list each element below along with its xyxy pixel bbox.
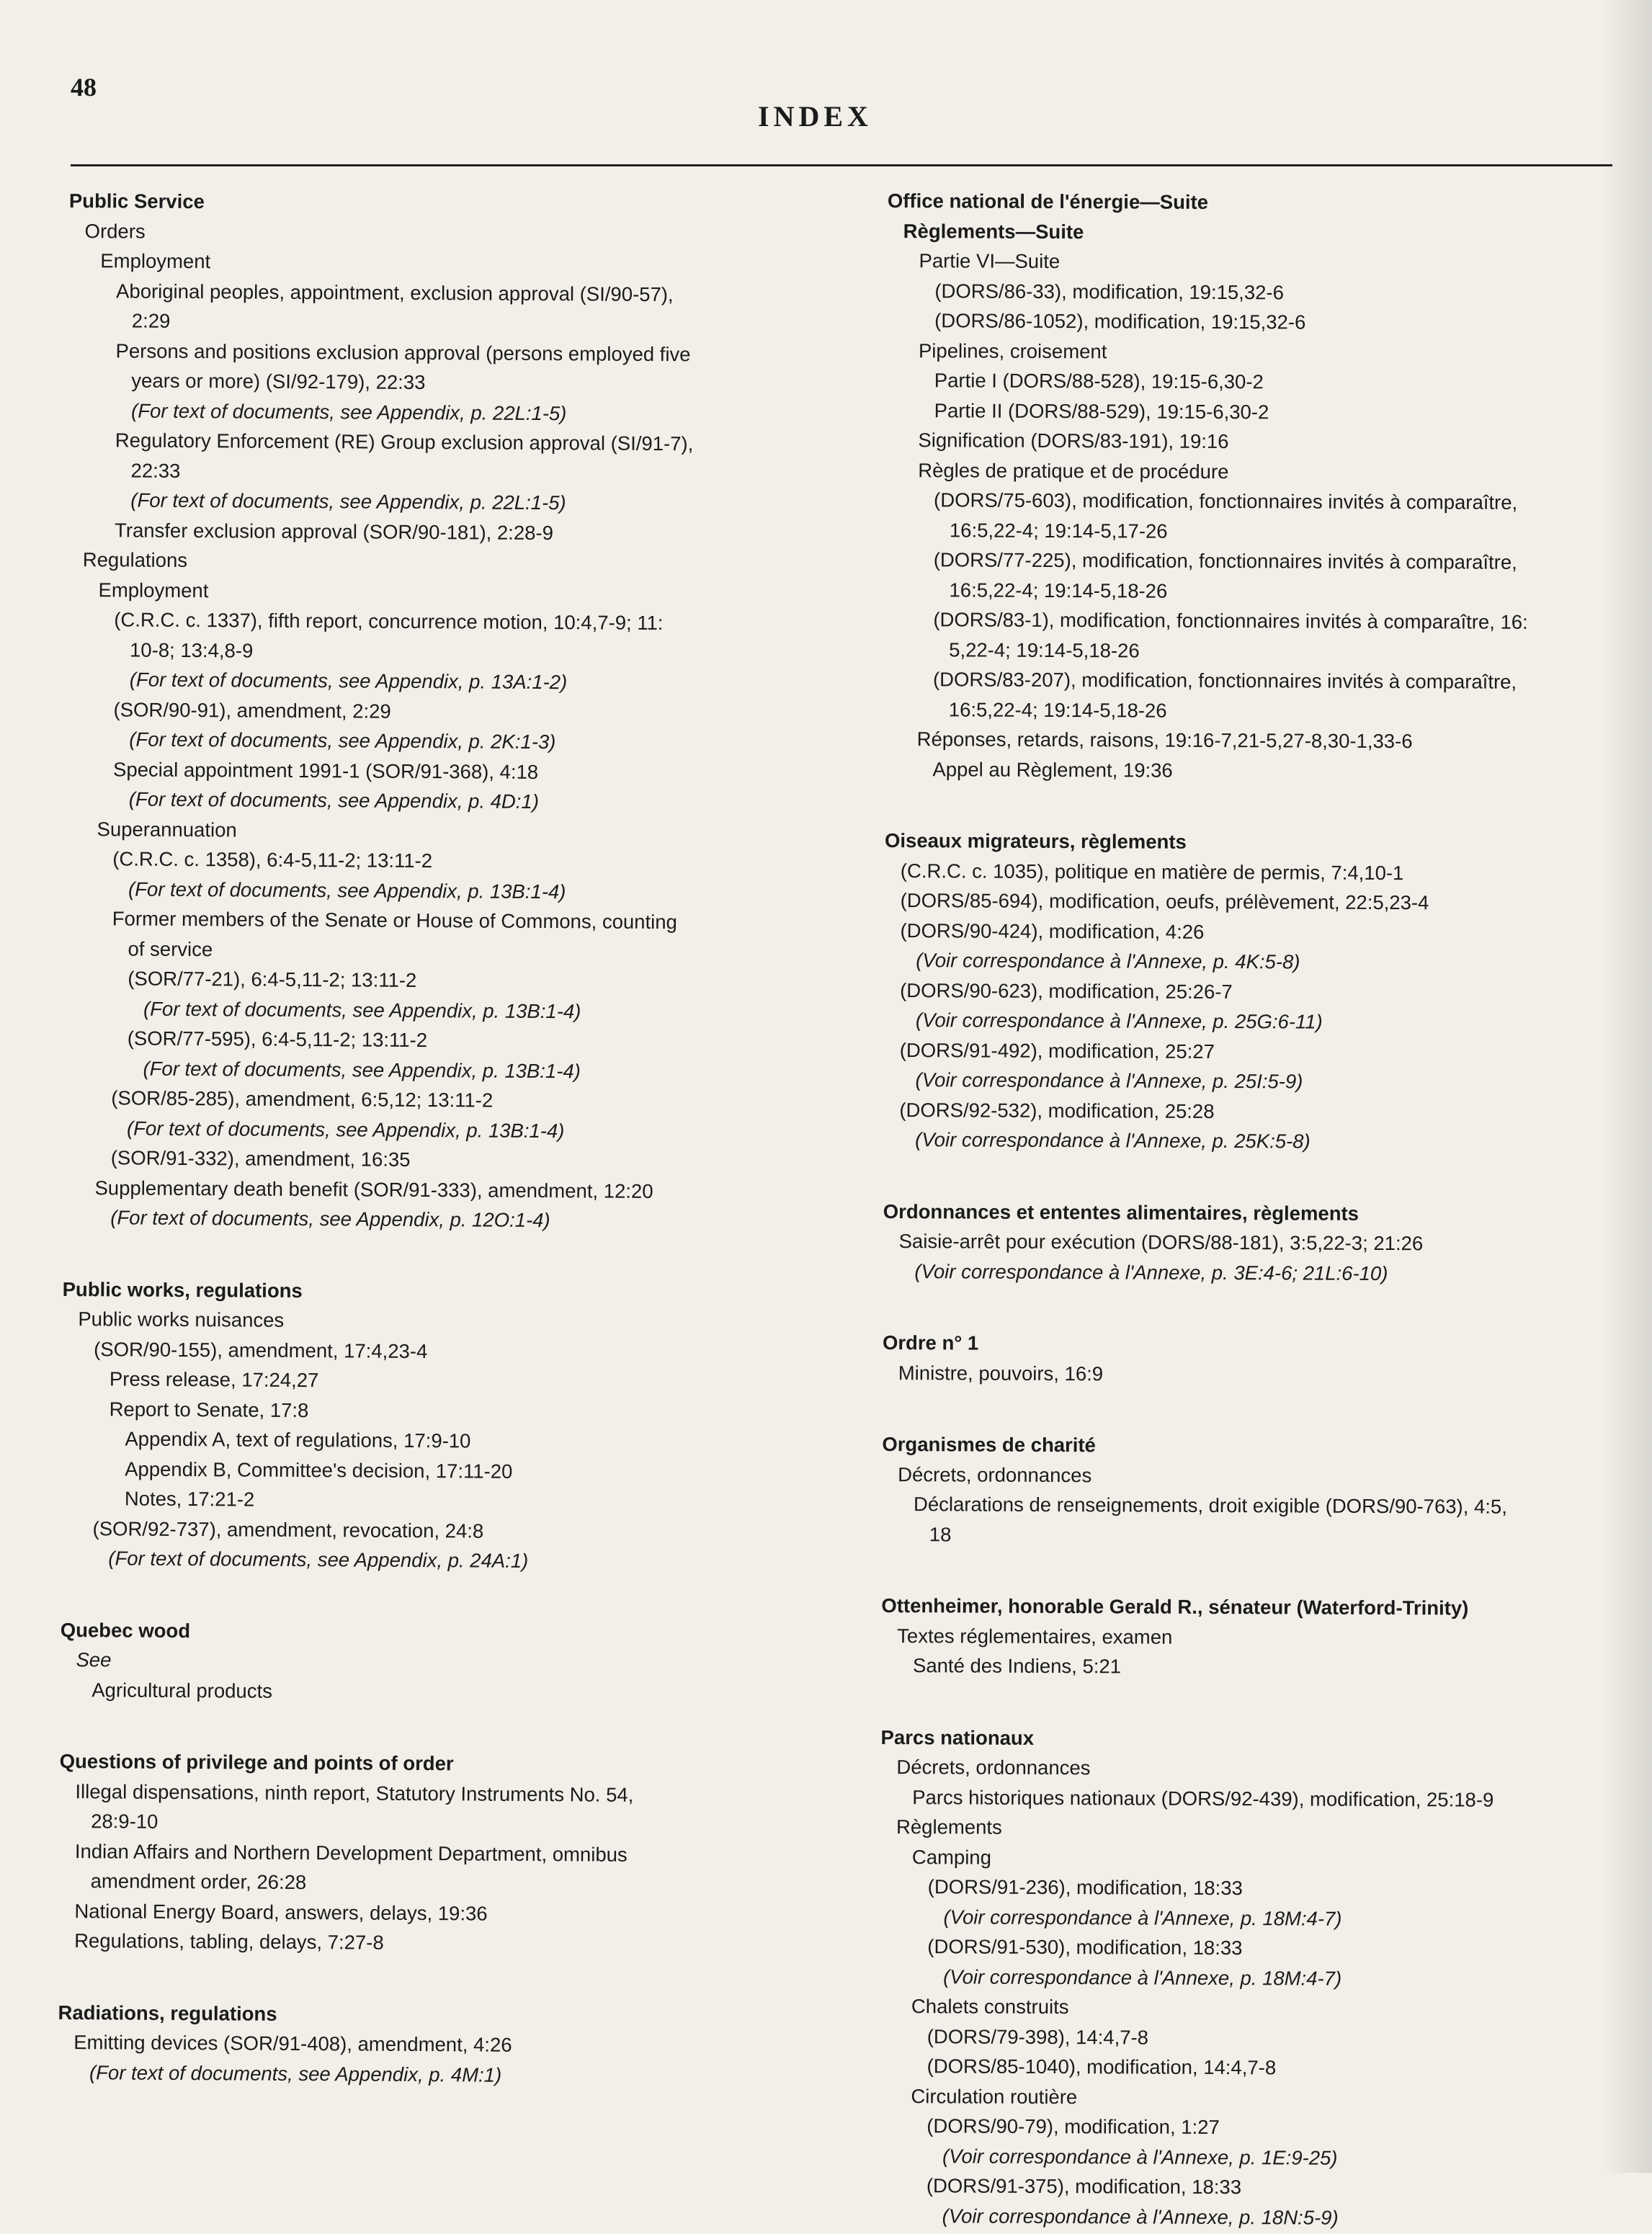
index-entry: years or more) (SI/92-179), 22:33 xyxy=(131,369,426,394)
index-heading: Quebec wood xyxy=(60,1618,191,1642)
index-entry: Regulations xyxy=(82,548,188,572)
index-entry: (DORS/85-694), modification, oeufs, prélèvement, 22:5,23-4 xyxy=(900,889,1429,914)
index-entry: (DORS/83-207), modification, fonctionnaires invités à comparaître, xyxy=(932,668,1517,693)
index-entry: National Energy Board, answers, delays, 19:36 xyxy=(74,1899,488,1925)
index-entry: (DORS/79-398), 14:4,7-8 xyxy=(927,2024,1149,2049)
index-entry: Public works nuisances xyxy=(78,1308,285,1331)
index-reference-note: (For text of documents, see Appendix, p. 2K:1-3) xyxy=(129,728,556,754)
index-entry: Indian Affairs and Northern Development Department, omnibus xyxy=(74,1839,628,1866)
index-entry: 16:5,22-4; 19:14-5,18-26 xyxy=(948,697,1167,722)
index-reference-note: (Voir correspondance à l'Annexe, p. 25G:6-11) xyxy=(915,1009,1323,1033)
index-entry: (DORS/83-1), modification, fonctionnaires invités à comparaître, 16: xyxy=(933,608,1528,633)
index-entry: Camping xyxy=(911,1845,992,1869)
index-entry: Partie I (DORS/88-528), 19:15-6,30-2 xyxy=(934,369,1264,393)
index-entry: 16:5,22-4; 19:14-5,17-26 xyxy=(949,518,1168,542)
index-entry: (DORS/86-33), modification, 19:15,32-6 xyxy=(934,279,1284,303)
index-entry: Notes, 17:21-2 xyxy=(124,1487,255,1511)
index-reference-note: (For text of documents, see Appendix, p. 22L:1-5) xyxy=(130,488,566,514)
index-entry: Chalets construits xyxy=(911,1995,1069,2019)
index-reference-note: (For text of documents, see Appendix, p. 4D:1) xyxy=(128,787,540,813)
index-entry: Special appointment 1991-1 (SOR/91-368), 4:18 xyxy=(112,757,539,783)
index-entry: (DORS/91-492), modification, 25:27 xyxy=(899,1038,1215,1063)
header-rule xyxy=(71,164,1612,166)
index-entry: (DORS/91-530), modification, 18:33 xyxy=(927,1935,1243,1960)
index-entry: Parcs historiques nationaux (DORS/92-439), modification, 25:18-9 xyxy=(912,1785,1494,1811)
page-title: INDEX xyxy=(758,100,872,133)
page-edge-shadow xyxy=(1602,0,1652,2173)
index-entry: Transfer exclusion approval (SOR/90-181), 2:28-9 xyxy=(114,518,554,544)
index-reference-note: (For text of documents, see Appendix, p. 13B:1-4) xyxy=(128,877,566,903)
index-reference-note: (For text of documents, see Appendix, p. 24A:1) xyxy=(108,1547,529,1572)
index-entry: Signification (DORS/83-191), 19:16 xyxy=(918,429,1229,453)
index-entry: Partie II (DORS/88-529), 19:15-6,30-2 xyxy=(934,398,1269,423)
index-entry: (DORS/90-623), modification, 25:26-7 xyxy=(900,978,1233,1003)
index-heading: Ordre n° 1 xyxy=(882,1331,979,1354)
index-reference-note: (Voir correspondance à l'Annexe, p. 25I:5-9) xyxy=(915,1068,1303,1093)
index-heading: Ottenheimer, honorable Gerald R., sénateur (Waterford-Trinity) xyxy=(881,1594,1469,1619)
index-entry: Former members of the Senate or House of Commons, counting xyxy=(112,907,677,934)
index-reference-note: (Voir correspondance à l'Annexe, p. 3E:4-6; 21L:6-10) xyxy=(914,1259,1388,1284)
entry-gap xyxy=(58,1955,836,2002)
index-entry: (DORS/90-79), modification, 1:27 xyxy=(927,2114,1220,2139)
index-entry: Réponses, retards, raisons, 19:16-7,21-5,27-8,30-1,33-6 xyxy=(916,728,1413,753)
index-entry: Agricultural products xyxy=(91,1678,273,1702)
index-reference-note: (For text of documents, see Appendix, p. 12O:1-4) xyxy=(110,1206,550,1232)
index-entry: Circulation routière xyxy=(911,2084,1078,2108)
index-entry: Orders xyxy=(84,219,146,243)
index-entry: Appendix A, text of regulations, 17:9-10 xyxy=(125,1427,471,1452)
index-entry: 22:33 xyxy=(130,459,181,482)
index-reference-note: (Voir correspondance à l'Annexe, p. 4K:5-8) xyxy=(916,949,1300,973)
index-entry: Santé des Indiens, 5:21 xyxy=(912,1654,1122,1678)
index-entry: Aboriginal peoples, appointment, exclusion approval (SI/90-57), xyxy=(116,279,674,305)
index-reference-note: (For text of documents, see Appendix, p. 4M:1) xyxy=(89,2060,502,2086)
index-heading: Parcs nationaux xyxy=(880,1725,1035,1749)
index-heading: Règlements—Suite xyxy=(903,219,1084,243)
index-entry: (SOR/77-595), 6:4-5,11-2; 13:11-2 xyxy=(127,1027,428,1052)
index-entry: (SOR/85-285), amendment, 6:5,12; 13:11-2 xyxy=(111,1086,494,1112)
index-entry: (DORS/92-532), modification, 25:28 xyxy=(899,1098,1215,1122)
index-entry: Ministre, pouvoirs, 16:9 xyxy=(898,1361,1104,1385)
index-heading: Public Service xyxy=(68,189,205,213)
index-entry: (DORS/86-1052), modification, 19:15,32-6 xyxy=(934,309,1306,334)
index-entry: (DORS/90-424), modification, 4:26 xyxy=(900,919,1205,943)
index-reference-note: (For text of documents, see Appendix, p. 22L:1-5) xyxy=(131,399,567,424)
index-entry: 10-8; 13:4,8-9 xyxy=(129,638,254,662)
entry-gap xyxy=(63,1232,841,1279)
index-entry: Pipelines, croisement xyxy=(918,339,1107,362)
entry-gap xyxy=(885,784,1634,829)
entry-gap xyxy=(61,1573,839,1619)
index-reference-note: (Voir correspondance à l'Annexe, p. 1E:9-25) xyxy=(942,2144,1338,2169)
index-reference-note: (Voir correspondance à l'Annexe, p. 18N:5-9) xyxy=(942,2204,1339,2229)
index-heading: Public works, regulations xyxy=(62,1277,303,1302)
index-entry: (DORS/85-1040), modification, 14:4,7-8 xyxy=(927,2055,1277,2079)
index-entry: (DORS/91-375), modification, 18:33 xyxy=(926,2174,1242,2199)
index-entry: Règlements xyxy=(896,1815,1002,1838)
index-heading: Office national de l'énergie—Suite xyxy=(887,189,1209,213)
index-entry: Appendix B, Committee's decision, 17:11-20 xyxy=(125,1457,513,1483)
entry-gap xyxy=(881,1680,1630,1725)
index-entry: 18 xyxy=(929,1522,952,1545)
index-entry: (SOR/90-155), amendment, 17:4,23-4 xyxy=(94,1337,428,1362)
index-heading: Radiations, regulations xyxy=(58,2001,277,2025)
index-entry: Emitting devices (SOR/91-408), amendment, 4:26 xyxy=(73,2031,512,2056)
index-entry: Employment xyxy=(98,578,209,602)
index-entry: Press release, 17:24,27 xyxy=(109,1367,319,1392)
index-entry: (SOR/91-332), amendment, 16:35 xyxy=(110,1146,411,1171)
index-entry: (DORS/77-225), modification, fonctionnaires invités à comparaître, xyxy=(933,548,1517,573)
index-heading: Ordonnances et ententes alimentaires, règlements xyxy=(883,1199,1359,1225)
index-entry: (SOR/77-21), 6:4-5,11-2; 13:11-2 xyxy=(128,967,417,991)
index-entry: amendment order, 26:28 xyxy=(90,1869,307,1894)
index-entry: Décrets, ordonnances xyxy=(898,1462,1092,1486)
page-number: 48 xyxy=(71,73,97,102)
index-entry: Partie VI—Suite xyxy=(919,249,1061,273)
index-entry: (C.R.C. c. 1035), politique en matière de permis, 7:4,10-1 xyxy=(900,859,1404,884)
index-entry: 28:9-10 xyxy=(91,1810,158,1833)
index-entry: Report to Senate, 17:8 xyxy=(109,1397,309,1421)
index-reference-note: (For text of documents, see Appendix, p. 13A:1-2) xyxy=(129,668,568,694)
index-entry: Persons and positions exclusion approval (persons employed five xyxy=(115,339,691,365)
index-entry: 2:29 xyxy=(131,309,171,332)
index-entry: 5,22-4; 19:14-5,18-26 xyxy=(949,638,1140,662)
index-heading: Oiseaux migrateurs, règlements xyxy=(884,828,1187,853)
index-reference-note: (Voir correspondance à l'Annexe, p. 25K:5-8) xyxy=(915,1128,1311,1153)
index-reference-note: (For text of documents, see Appendix, p. 13B:1-4) xyxy=(126,1117,565,1142)
index-entry: Regulatory Enforcement (RE) Group exclusion approval (SI/91-7), xyxy=(115,429,694,455)
entry-gap xyxy=(882,1388,1631,1433)
index-reference-note: (For text of documents, see Appendix, p. 13B:1-4) xyxy=(143,1057,581,1082)
index-entry: Supplementary death benefit (SOR/91-333), amendment, 12:20 xyxy=(94,1176,653,1202)
index-entry: Illegal dispensations, ninth report, Statutory Instruments No. 54, xyxy=(75,1779,634,1806)
index-entry: (C.R.C. c. 1358), 6:4-5,11-2; 13:11-2 xyxy=(112,847,433,872)
index-entry: Textes réglementaires, examen xyxy=(897,1624,1173,1648)
entry-gap xyxy=(883,1154,1633,1199)
index-column-left xyxy=(58,186,847,2092)
index-entry: Décrets, ordonnances xyxy=(896,1756,1091,1779)
entry-gap xyxy=(60,1704,838,1751)
index-reference-note: See xyxy=(76,1648,112,1671)
index-entry: Appel au Règlement, 19:36 xyxy=(932,757,1173,782)
index-entry: of service xyxy=(128,937,213,960)
index-entry: Regulations, tabling, delays, 7:27-8 xyxy=(74,1929,384,1954)
index-entry: Règles de pratique et de procédure xyxy=(918,458,1229,483)
index-entry: Employment xyxy=(100,249,211,273)
index-entry: 16:5,22-4; 19:14-5,18-26 xyxy=(949,578,1168,602)
index-reference-note: (Voir correspondance à l'Annexe, p. 18M:4-7) xyxy=(943,1905,1342,1930)
index-heading: Organismes de charité xyxy=(882,1432,1096,1457)
index-entry: (SOR/90-91), amendment, 2:29 xyxy=(113,697,391,723)
index-entry: (DORS/91-236), modification, 18:33 xyxy=(927,1875,1243,1900)
entry-gap xyxy=(881,1549,1630,1594)
index-entry: (DORS/75-603), modification, fonctionnaires invités à comparaître, xyxy=(934,488,1518,514)
index-entry: Saisie-arrêt pour exécution (DORS/88-181), 3:5,22-3; 21:26 xyxy=(898,1230,1424,1255)
index-column-right xyxy=(879,186,1637,2234)
index-heading: Questions of privilege and points of order xyxy=(59,1749,454,1775)
index-reference-note: (For text of documents, see Appendix, p. 13B:1-4) xyxy=(143,997,581,1022)
entry-gap xyxy=(883,1286,1632,1331)
index-entry: Superannuation xyxy=(97,817,237,841)
index-entry: (C.R.C. c. 1337), fifth report, concurrence motion, 10:4,7-9; 11: xyxy=(114,608,664,635)
index-reference-note: (Voir correspondance à l'Annexe, p. 18M:4-7) xyxy=(943,1965,1342,1990)
index-entry: Déclarations de renseignements, droit exigible (DORS/90-763), 4:5, xyxy=(913,1493,1507,1518)
index-entry: (SOR/92-737), amendment, revocation, 24:8 xyxy=(92,1516,484,1542)
